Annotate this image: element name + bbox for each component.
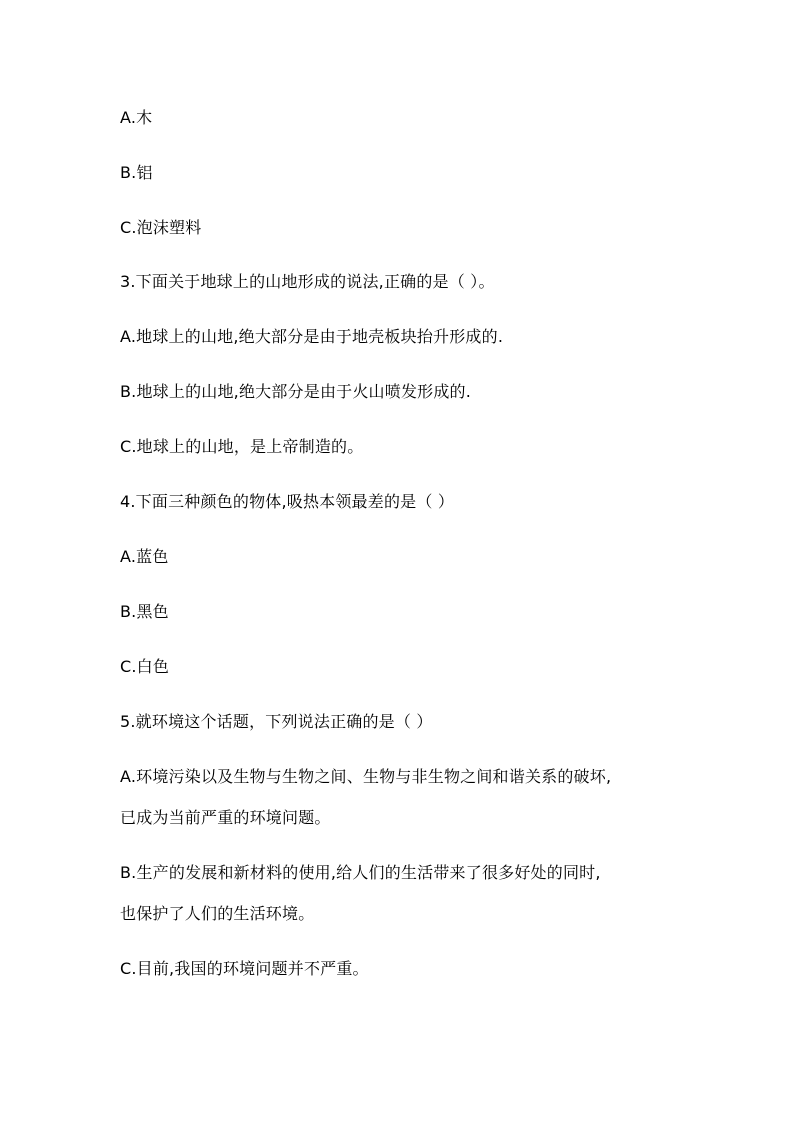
question-3: 3.下面关于地球上的山地形成的说法,正确的是（ ）。 (120, 272, 495, 291)
q3-option-c: C.地球上的山地，是上帝制造的。 (120, 437, 364, 456)
q4-option-a: A.蓝色 (120, 547, 169, 566)
q4-option-c: C.白色 (120, 657, 170, 676)
q5-option-a: A.环境污染以及生物与生物之间、生物与非生物之间和谐关系的破坏, (120, 767, 612, 786)
q3-option-a: A.地球上的山地,绝大部分是由于地壳板块抬升形成的. (120, 327, 504, 346)
q5-option-b: B.生产的发展和新材料的使用,给人们的生活带来了很多好处的同时, (120, 863, 601, 882)
option-a-wood: A.木 (120, 108, 153, 127)
question-4: 4.下面三种颜色的物体,吸热本领最差的是（ ） (120, 492, 455, 511)
q5-option-b-continued: 也保护了人们的生活环境。 (120, 904, 315, 923)
q5-option-c: C.目前,我国的环境问题并不严重。 (120, 959, 369, 978)
option-b-aluminum: B.铝 (120, 163, 153, 182)
q3-option-b: B.地球上的山地,绝大部分是由于火山喷发形成的. (120, 382, 472, 401)
option-c-foam: C.泡沫塑料 (120, 218, 202, 237)
question-5: 5.就环境这个话题，下列说法正确的是（ ） (120, 712, 433, 731)
q5-option-a-continued: 已成为当前严重的环境问题。 (120, 808, 331, 827)
q4-option-b: B.黑色 (120, 602, 169, 621)
